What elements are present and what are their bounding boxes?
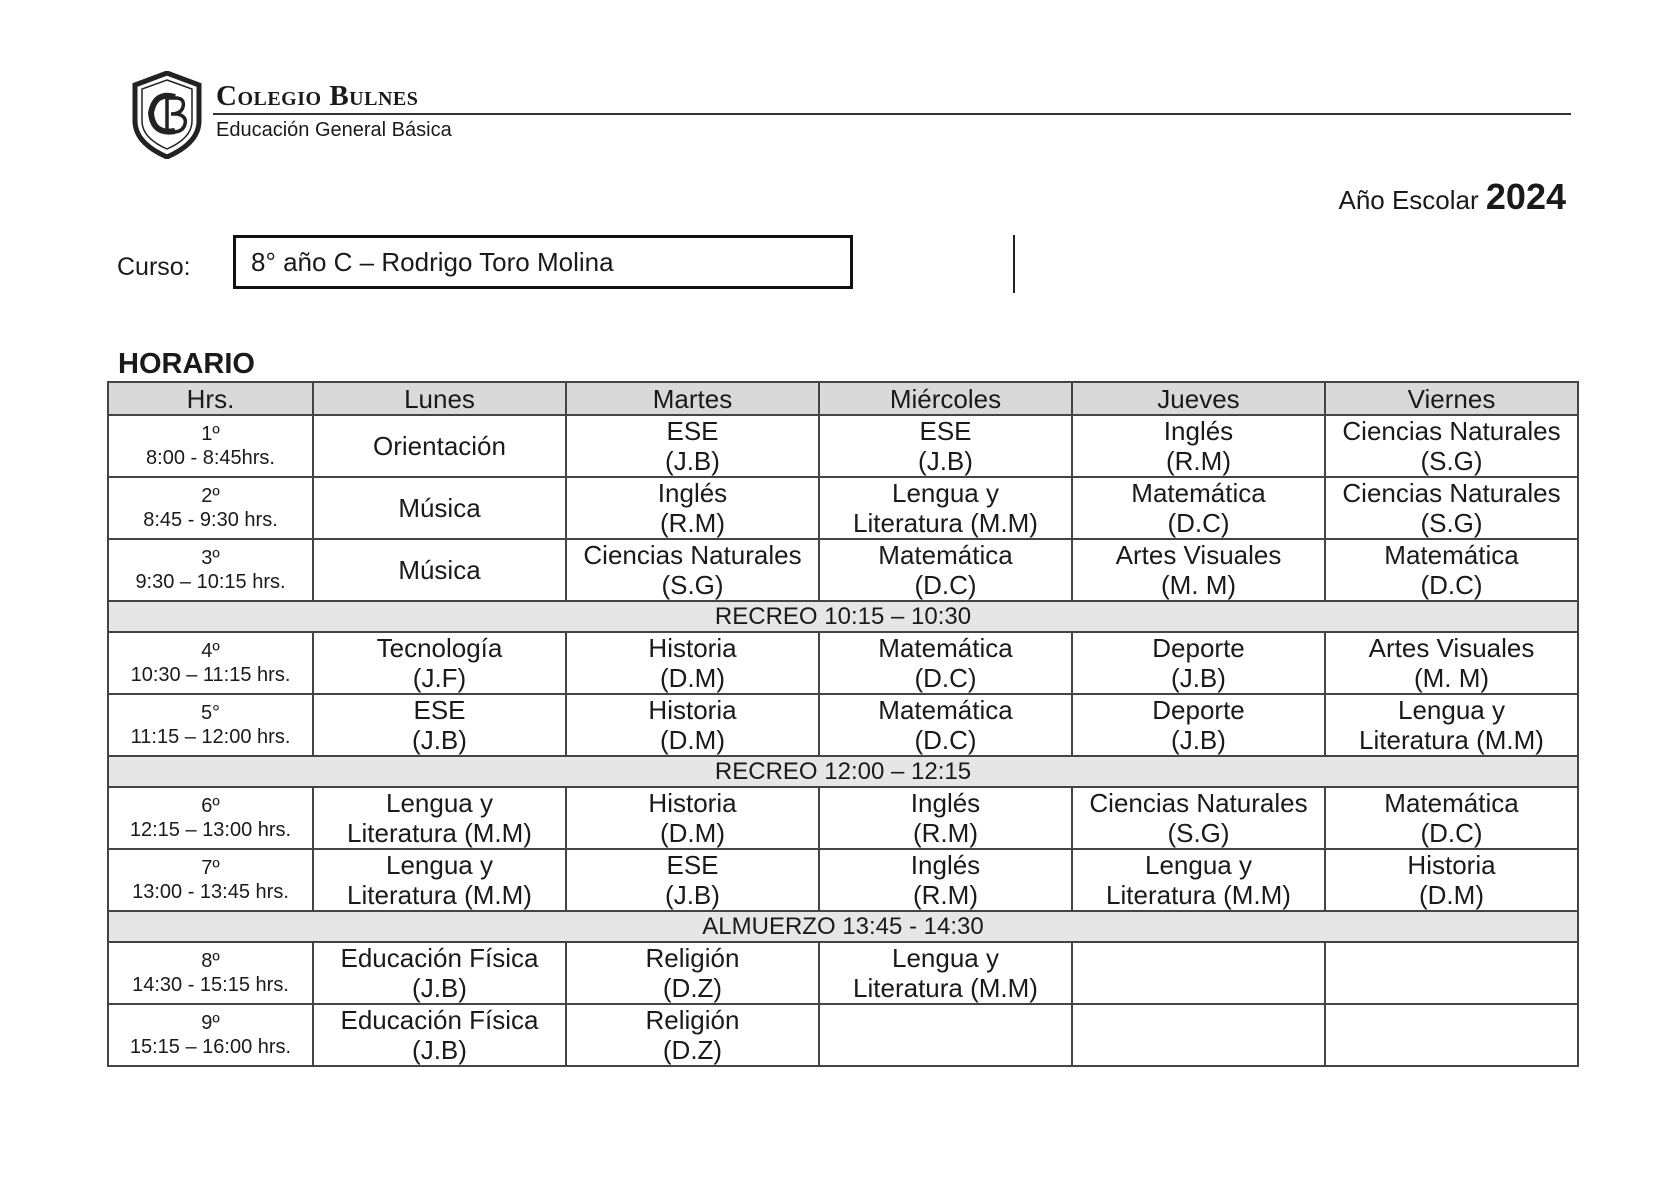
subject-detail: (J.B)	[412, 725, 467, 755]
subject-name: Historia	[648, 788, 737, 818]
subject-name: Inglés	[910, 850, 981, 880]
subject-name: Tecnología	[376, 633, 503, 663]
column-header-thursday: Jueves	[1072, 382, 1325, 415]
period-time: 12:15 – 13:00 hrs.	[129, 819, 292, 841]
period-time: 15:15 – 16:00 hrs.	[129, 1036, 292, 1058]
period-number: 6º	[201, 795, 220, 817]
subject-detail: Literatura (M.M)	[347, 880, 532, 910]
subject-name: Matemática	[878, 633, 1013, 663]
break-label: ALMUERZO 13:45 - 14:30	[108, 911, 1578, 942]
subject-name: ESE	[919, 416, 972, 446]
subject-name: Lengua y	[892, 943, 999, 973]
class-cell-thursday	[1072, 849, 1325, 911]
period-cell	[108, 942, 313, 1004]
subject-name: Matemática	[1384, 540, 1519, 570]
class-cell-thursday	[1072, 415, 1325, 477]
class-cell-thursday	[1072, 942, 1325, 1004]
subject-name: Lengua y	[386, 850, 493, 880]
schedule-table	[107, 381, 1579, 1067]
class-cell-thursday	[1072, 694, 1325, 756]
subject-name: Inglés	[1163, 416, 1234, 446]
subject-detail: (S.G)	[1420, 508, 1483, 538]
subject-name: Ciencias Naturales	[583, 540, 802, 570]
subject-name: Lengua y	[386, 788, 493, 818]
schedule-row	[108, 849, 1578, 911]
subject-name: Orientación	[373, 431, 506, 461]
subject-detail: (J.B)	[1171, 663, 1226, 693]
subject-name: Ciencias Naturales	[1342, 478, 1561, 508]
break-row	[108, 911, 1578, 942]
class-cell-friday	[1325, 849, 1578, 911]
subject-detail: (S.G)	[661, 570, 724, 600]
subject-name: Matemática	[878, 695, 1013, 725]
school-year	[1338, 176, 1566, 218]
subject-name: Ciencias Naturales	[1342, 416, 1561, 446]
period-time: 14:30 - 15:15 hrs.	[132, 974, 289, 996]
class-cell-wednesday	[819, 539, 1072, 601]
period-cell	[108, 849, 313, 911]
subject-name: Música	[398, 493, 481, 523]
subject-detail: (D.Z)	[662, 1035, 723, 1065]
course-label: Curso:	[117, 253, 191, 281]
class-cell-wednesday	[819, 477, 1072, 539]
subject-name: Artes Visuales	[1368, 633, 1535, 663]
subject-detail: (D.M)	[660, 663, 725, 693]
subject-detail: Literatura (M.M)	[1106, 880, 1291, 910]
period-number: 4º	[201, 640, 220, 662]
subject-detail: (J.B)	[918, 446, 973, 476]
subject-detail: (S.G)	[1420, 446, 1483, 476]
schedule-row	[108, 1004, 1578, 1066]
subject-detail: (J.B)	[665, 880, 720, 910]
subject-detail: Literatura (M.M)	[347, 818, 532, 848]
schedule-header-row	[108, 382, 1578, 415]
subject-detail: (M. M)	[1160, 570, 1237, 600]
subject-detail: (D.C)	[914, 725, 977, 755]
column-header-monday: Lunes	[313, 382, 566, 415]
class-cell-friday	[1325, 787, 1578, 849]
subject-detail: (R.M)	[913, 818, 978, 848]
class-cell-monday	[313, 787, 566, 849]
period-cell	[108, 1004, 313, 1066]
column-header-hours: Hrs.	[108, 382, 313, 415]
column-header-tuesday: Martes	[566, 382, 819, 415]
school-name: Colegio Bulnes	[216, 80, 419, 112]
period-time: 10:30 – 11:15 hrs.	[130, 664, 291, 686]
class-cell-monday	[313, 694, 566, 756]
class-cell-monday	[313, 942, 566, 1004]
break-label: RECREO 10:15 – 10:30	[108, 601, 1578, 632]
subject-detail: (R.M)	[1166, 446, 1231, 476]
subject-detail: Literatura (M.M)	[1359, 725, 1544, 755]
period-time: 8:00 - 8:45hrs.	[146, 447, 275, 469]
schedule-row	[108, 477, 1578, 539]
subject-name: Ciencias Naturales	[1089, 788, 1308, 818]
class-cell-wednesday	[819, 942, 1072, 1004]
period-time: 11:15 – 12:00 hrs.	[130, 726, 291, 748]
period-time: 13:00 - 13:45 hrs.	[132, 881, 289, 903]
subject-detail: (J.F)	[412, 663, 467, 693]
subject-detail: (D.C)	[914, 570, 977, 600]
class-cell-monday	[313, 539, 566, 601]
class-cell-thursday	[1072, 1004, 1325, 1066]
subject-name: Música	[398, 555, 481, 585]
column-header-wednesday: Miércoles	[819, 382, 1072, 415]
class-cell-monday	[313, 415, 566, 477]
subject-name: Religión	[645, 1005, 740, 1035]
subject-detail: (D.M)	[1419, 880, 1484, 910]
class-cell-thursday	[1072, 477, 1325, 539]
subject-name: ESE	[666, 850, 719, 880]
period-cell	[108, 415, 313, 477]
school-subtitle: Educación General Básica	[216, 119, 452, 141]
class-cell-tuesday	[566, 787, 819, 849]
class-cell-thursday	[1072, 539, 1325, 601]
vertical-divider	[1013, 235, 1015, 293]
class-cell-friday	[1325, 1004, 1578, 1066]
schedule-row	[108, 694, 1578, 756]
subject-name: Inglés	[910, 788, 981, 818]
subject-name: Inglés	[657, 478, 728, 508]
class-cell-friday	[1325, 415, 1578, 477]
period-time: 8:45 - 9:30 hrs.	[143, 509, 278, 531]
subject-detail: (D.C)	[914, 663, 977, 693]
period-time: 9:30 – 10:15 hrs.	[135, 571, 286, 593]
period-cell	[108, 477, 313, 539]
period-number: 3º	[201, 547, 220, 569]
period-number: 9º	[201, 1012, 220, 1034]
class-cell-monday	[313, 477, 566, 539]
subject-name: Deporte	[1152, 695, 1245, 725]
school-crest-logo	[131, 71, 203, 159]
subject-detail: Literatura (M.M)	[853, 973, 1038, 1003]
class-cell-wednesday	[819, 415, 1072, 477]
school-year-value: 2024	[1485, 176, 1566, 217]
subject-name: Artes Visuales	[1115, 540, 1282, 570]
subject-name: Deporte	[1152, 633, 1245, 663]
class-cell-tuesday	[566, 632, 819, 694]
subject-detail: (J.B)	[412, 973, 467, 1003]
subject-detail: (R.M)	[660, 508, 725, 538]
subject-detail: (J.B)	[1171, 725, 1226, 755]
period-number: 5°	[200, 702, 221, 724]
class-cell-friday	[1325, 694, 1578, 756]
class-cell-thursday	[1072, 787, 1325, 849]
period-number: 1º	[201, 423, 220, 445]
subject-detail: (D.M)	[660, 818, 725, 848]
class-cell-monday	[313, 632, 566, 694]
class-cell-thursday	[1072, 632, 1325, 694]
break-row	[108, 756, 1578, 787]
course-field: 8° año C – Rodrigo Toro Molina	[233, 235, 853, 289]
subject-detail: (D.C)	[1420, 570, 1483, 600]
subject-name: Religión	[645, 943, 740, 973]
subject-name: Lengua y	[1398, 695, 1505, 725]
schedule-row	[108, 787, 1578, 849]
subject-detail: Literatura (M.M)	[853, 508, 1038, 538]
period-number: 7º	[201, 857, 220, 879]
school-year-label: Año Escolar	[1338, 185, 1479, 215]
subject-detail: (D.C)	[1420, 818, 1483, 848]
break-label: RECREO 12:00 – 12:15	[108, 756, 1578, 787]
subject-detail: (J.B)	[412, 1035, 467, 1065]
class-cell-wednesday	[819, 632, 1072, 694]
schedule-row	[108, 415, 1578, 477]
period-cell	[108, 539, 313, 601]
class-cell-tuesday	[566, 694, 819, 756]
subject-name: Matemática	[1384, 788, 1519, 818]
class-cell-tuesday	[566, 415, 819, 477]
subject-name: Lengua y	[1145, 850, 1252, 880]
schedule-row	[108, 539, 1578, 601]
subject-name: Matemática	[1131, 478, 1266, 508]
subject-name: Historia	[1407, 850, 1496, 880]
class-cell-tuesday	[566, 477, 819, 539]
class-cell-tuesday	[566, 539, 819, 601]
period-cell	[108, 632, 313, 694]
period-cell	[108, 787, 313, 849]
subject-name: Educación Física	[340, 943, 539, 973]
class-cell-tuesday	[566, 942, 819, 1004]
class-cell-wednesday	[819, 849, 1072, 911]
class-cell-friday	[1325, 632, 1578, 694]
subject-detail: (S.G)	[1167, 818, 1230, 848]
subject-name: Historia	[648, 633, 737, 663]
header-divider	[213, 113, 1571, 115]
subject-name: ESE	[666, 416, 719, 446]
subject-name: Historia	[648, 695, 737, 725]
schedule-title: HORARIO	[118, 348, 255, 380]
subject-name: Matemática	[878, 540, 1013, 570]
subject-detail: (D.C)	[1167, 508, 1230, 538]
class-cell-wednesday	[819, 694, 1072, 756]
class-cell-friday	[1325, 539, 1578, 601]
class-cell-monday	[313, 849, 566, 911]
subject-detail: (M. M)	[1413, 663, 1490, 693]
class-cell-tuesday	[566, 1004, 819, 1066]
period-number: 8º	[201, 950, 220, 972]
class-cell-tuesday	[566, 849, 819, 911]
subject-name: Educación Física	[340, 1005, 539, 1035]
subject-name: ESE	[413, 695, 466, 725]
subject-detail: (D.M)	[660, 725, 725, 755]
period-number: 2º	[201, 485, 220, 507]
break-row	[108, 601, 1578, 632]
class-cell-friday	[1325, 477, 1578, 539]
class-cell-wednesday	[819, 787, 1072, 849]
column-header-friday: Viernes	[1325, 382, 1578, 415]
schedule-row	[108, 632, 1578, 694]
subject-name: Lengua y	[892, 478, 999, 508]
subject-detail: (R.M)	[913, 880, 978, 910]
class-cell-friday	[1325, 942, 1578, 1004]
class-cell-monday	[313, 1004, 566, 1066]
subject-detail: (D.Z)	[662, 973, 723, 1003]
subject-detail: (J.B)	[665, 446, 720, 476]
period-cell	[108, 694, 313, 756]
schedule-row	[108, 942, 1578, 1004]
class-cell-wednesday	[819, 1004, 1072, 1066]
